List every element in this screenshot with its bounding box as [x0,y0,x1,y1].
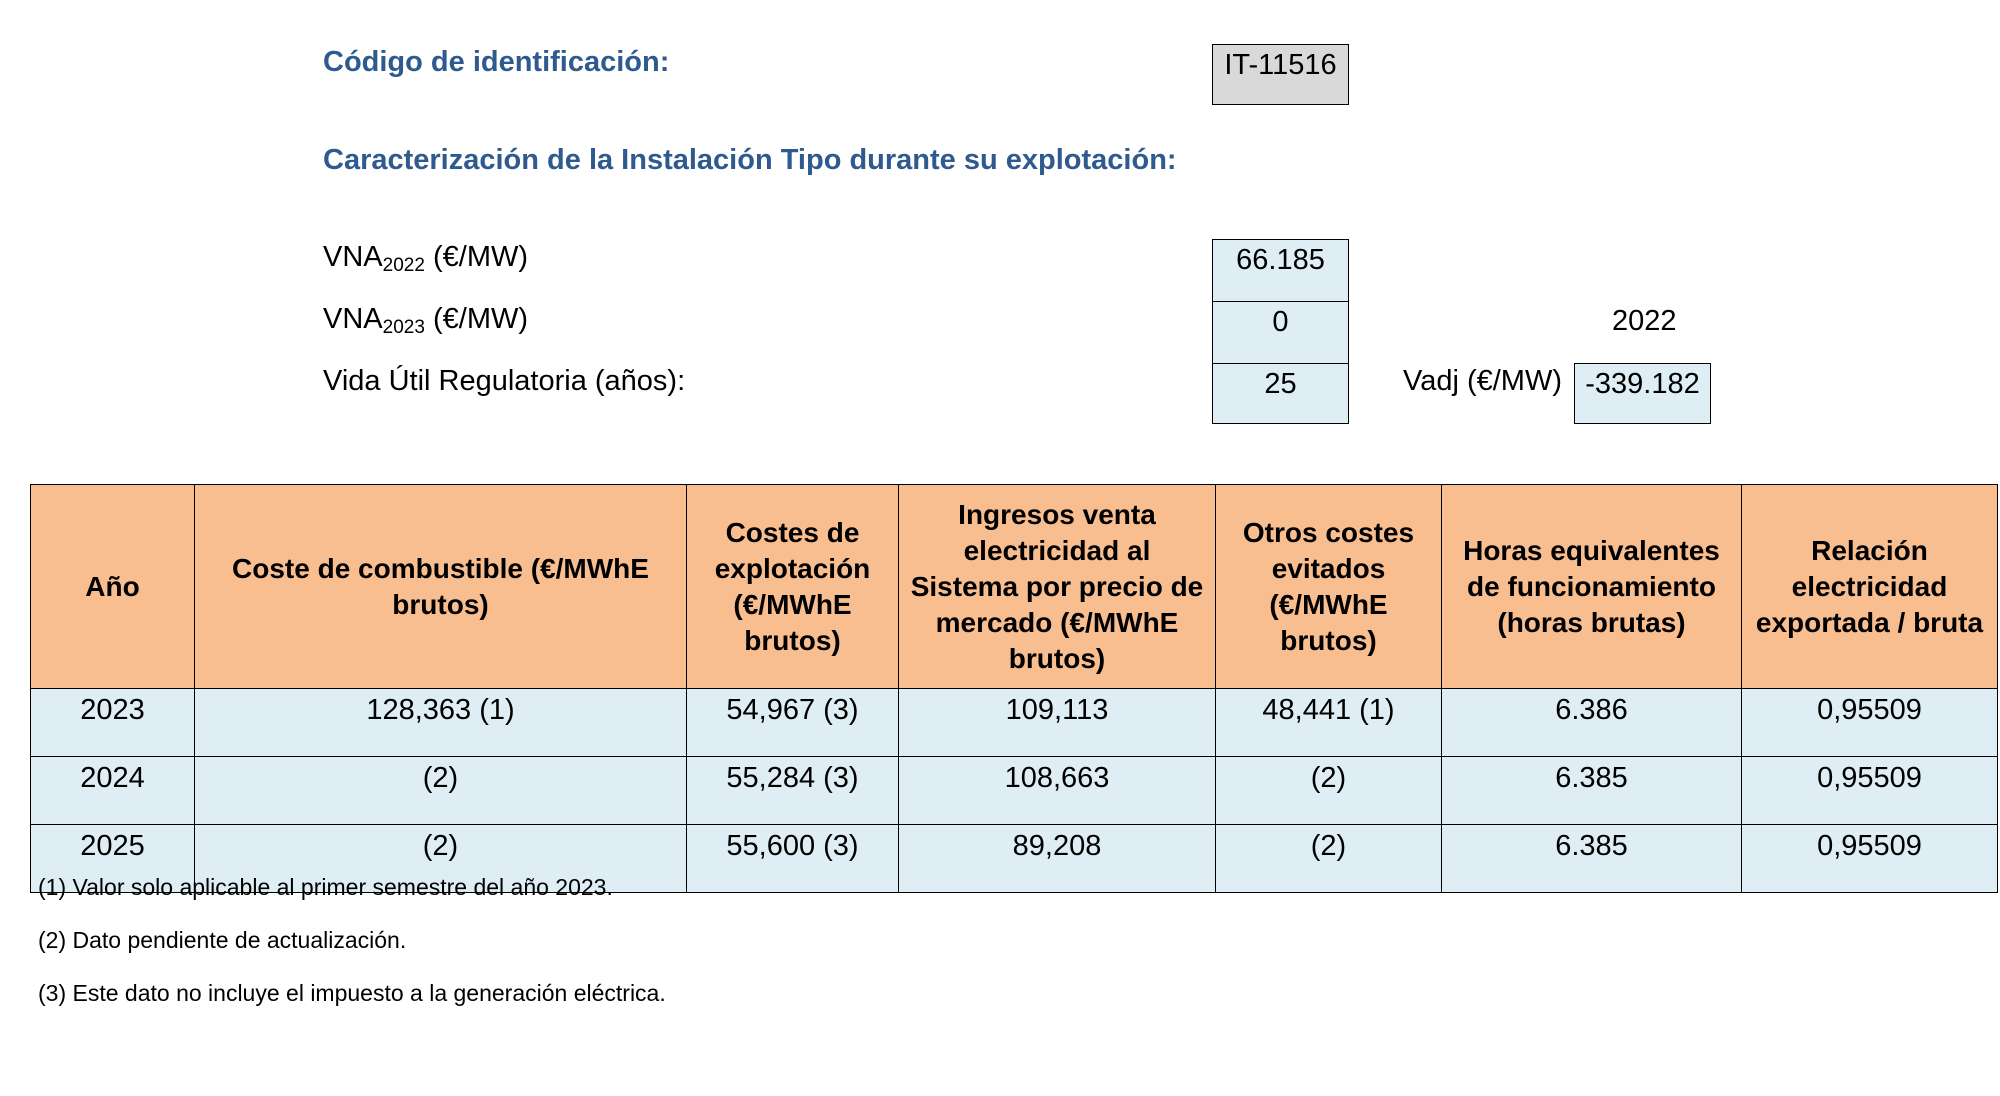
installation-data-table [30,484,1998,893]
cell-year: 2024 [31,757,195,825]
cell-export-ratio: 0,95509 [1742,825,1998,893]
cell-export-ratio: 0,95509 [1742,757,1998,825]
vadj-label: Vadj (€/MW) [1403,365,1562,397]
header-year: Año [31,485,195,689]
vna-2023-label: $VNA_{2023}$ (€/MW) [323,303,529,338]
cell-market-revenue: 109,113 [899,689,1216,757]
cell-equivalent-hours: 6.385 [1442,757,1742,825]
header-equivalent-hours: Horas equivalentes de funcionamiento (horas brutas) [1442,485,1742,689]
reference-year: 2022 [1612,305,1677,337]
cell-year: 2023 [31,689,195,757]
cell-export-ratio: 0,95509 [1742,689,1998,757]
identification-code-value: IT-11516 [1212,44,1349,105]
vna-2022-label: $VNA_{2022}$ (€/MW) [323,241,529,276]
cell-equivalent-hours: 6.386 [1442,689,1742,757]
vna-2022-value: 66.185 [1212,239,1349,302]
header-fuel-cost: Coste de combustible (€/MWhE brutos) [195,485,687,689]
cell-avoided-costs: 48,441 (1) [1216,689,1442,757]
table-row [31,689,1998,757]
header-export-ratio: Relación electricidad exportada / bruta [1742,485,1998,689]
header-market-revenue: Ingresos venta electricidad al Sistema por precio de mercado (€/MWhE brutos) [899,485,1216,689]
cell-year: 2025 [31,825,195,893]
cell-operating-costs: 55,600 (3) [687,825,899,893]
vna-2023-value: 0 [1212,301,1349,364]
table-header-row [31,485,1998,689]
vadj-value: -339.182 [1574,363,1711,424]
cell-operating-costs: 54,967 (3) [687,689,899,757]
cell-fuel-cost: (2) [195,825,687,893]
cell-fuel-cost: 128,363 (1) [195,689,687,757]
characterization-heading: Caracterización de la Instalación Tipo durante su explotación: [323,144,1177,176]
cell-fuel-cost: (2) [195,757,687,825]
footnote-2: (2) Dato pendiente de actualización. [38,927,407,953]
table-row [31,757,1998,825]
cell-market-revenue: 108,663 [899,757,1216,825]
cell-equivalent-hours: 6.385 [1442,825,1742,893]
identification-code-label: Código de identificación: [323,46,670,78]
cell-market-revenue: 89,208 [899,825,1216,893]
vida-util-value: 25 [1212,363,1349,424]
cell-avoided-costs: (2) [1216,757,1442,825]
footnote-3: (3) Este dato no incluye el impuesto a la generación eléctrica. [38,980,666,1006]
header-avoided-costs: Otros costes evitados (€/MWhE brutos) [1216,485,1442,689]
vida-util-label: Vida Útil Regulatoria (años): [323,365,686,397]
header-operating-costs: Costes de explotación (€/MWhE brutos) [687,485,899,689]
footnote-1: (1) Valor solo aplicable al primer semestre del año 2023. [38,874,613,900]
cell-avoided-costs: (2) [1216,825,1442,893]
cell-operating-costs: 55,284 (3) [687,757,899,825]
